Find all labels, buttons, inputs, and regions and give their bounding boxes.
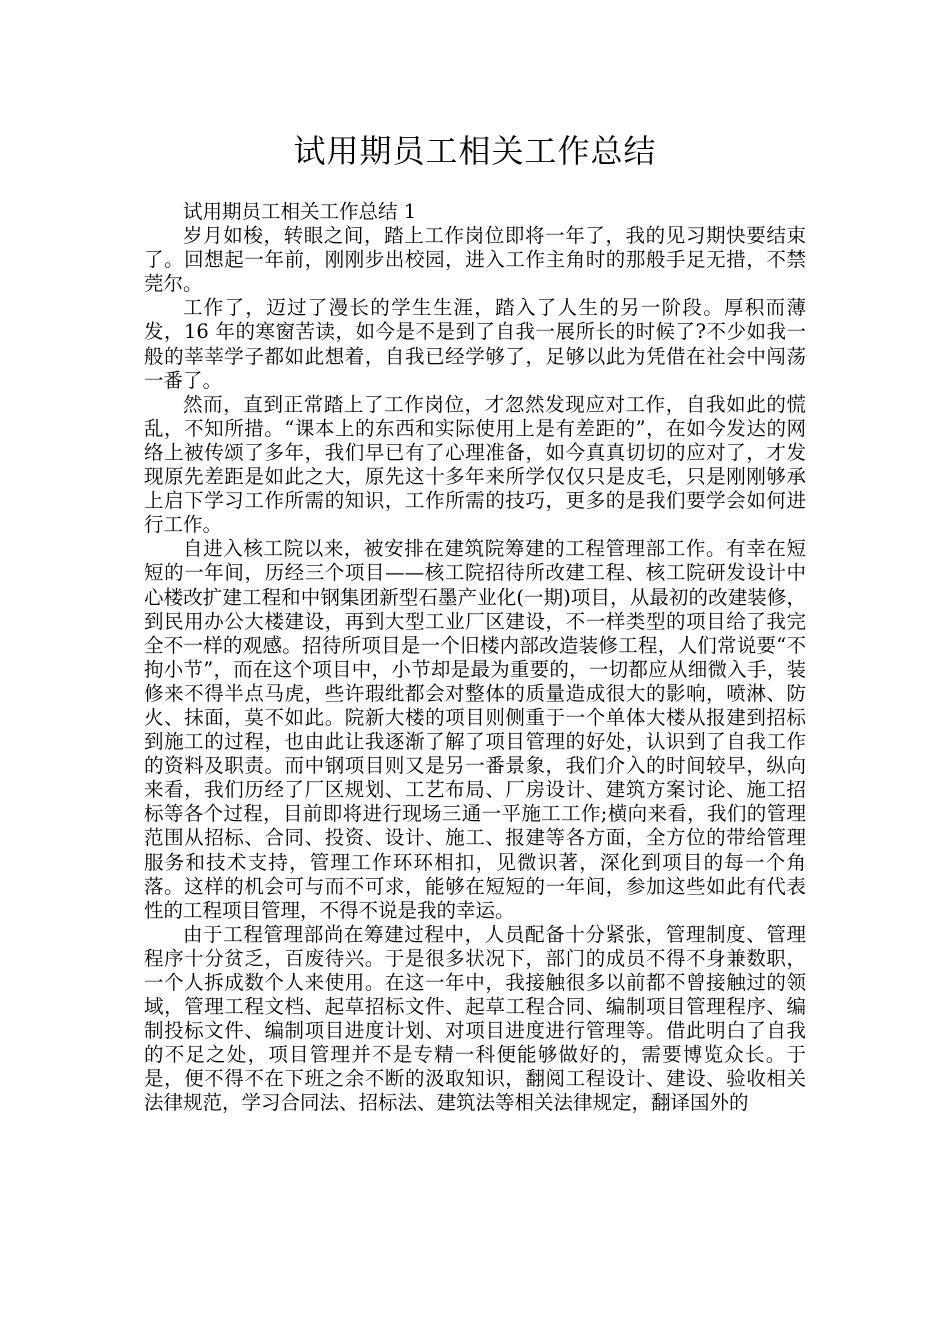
body-paragraph: 自进入核工院以来，被安排在建筑院筹建的工程管理部工作。有幸在短短的一年间，历经三个项目——核工院招待所改建工程、核工院研发设计中心楼改扩建工程和中钢集团新型石墨产业化(一期)项目，从最初的改建装修，到民用办公大楼建设，再到大型工业厂区建设，不一样类型的项目给了我完全不一样的观感。招待所项目是一个旧楼内部改造装修工程，人们常说要“不拘小节”，而在这个项目中，小节却是最为重要的，一切都应从细微入手，装修来不得半点马虎，些许瑕纰都会对整体的质量造成很大的影响，喷淋、防火、抹面，莫不如此。院新大楼的项目则侧重于一个单体大楼从报建到招标到施工的过程，也由此让我逐渐了解了项目管理的好处，认识到了自我工作的资料及职责。而中钢项目则又是另一番景象，我们介入的时间较早，纵向来看，我们历经了厂区规划、工艺布局、厂房设计、建筑方案讨论、施工招标等各个过程，目前即将进行现场三通一平施工工作;横向来看，我们的管理范围从招标、合同、投资、设计、施工、报建等各方面，全方位的带给管理服务和技术支持，管理工作环环相扣，见微识著，深化到项目的每一个角落。这样的机会可与而不可求，能够在短短的一年间，参加这些如此有代表性的工程项目管理，不得不说是我的幸运。 (144, 537, 806, 922)
body-paragraph: 由于工程管理部尚在筹建过程中，人员配备十分紧张，管理制度、管理程序十分贫乏，百废待兴。于是很多状况下，部门的成员不得不身兼数职，一个人拆成数个人来使用。在这一年中，我接触很多以前都不曾接触过的领域，管理工程文档、起草招标文件、起草工程合同、编制项目管理程序、编制投标文件、编制项目进度计划、对项目进度进行管理等。借此明白了自我的不足之处，项目管理并不是专精一科便能够做好的，需要博览众长。于是，便不得不在下班之余不断的汲取知识，翻阅工程设计、建设、验收相关法律规范，学习合同法、招标法、建筑法等相关法律规定，翻译国外的 (144, 922, 806, 1115)
body-paragraph: 岁月如梭，转眼之间，踏上工作岗位即将一年了，我的见习期快要结束了。回想起一年前，刚刚步出校园，进入工作主角时的那般手足无措，不禁莞尔。 (144, 224, 806, 296)
body-paragraph: 工作了，迈过了漫长的学生生涯，踏入了人生的另一阶段。厚积而薄发，16 年的寒窗苦读，如今是不是到了自我一展所长的时候了?不少如我一般的莘莘学子都如此想着，自我已经学够了，足够以此为凭借在社会中闯荡一番了。 (144, 296, 806, 392)
document-body (144, 200, 806, 1116)
body-paragraph: 然而，直到正常踏上了工作岗位，才忽然发现应对工作，自我如此的慌乱，不知所措。“课本上的东西和实际使用上是有差距的”，在如今发达的网络上被传颂了多年，我们早已有了心理准备，如今真真切切的应对了，才发现原先差距是如此之大，原先这十多年来所学仅仅只是皮毛，只是刚刚够承上启下学习工作所需的知识，工作所需的技巧，更多的是我们要学会如何进行工作。 (144, 392, 806, 537)
section-heading: 试用期员工相关工作总结 1 (183, 200, 417, 223)
document-title: 试用期员工相关工作总结 (293, 132, 657, 170)
